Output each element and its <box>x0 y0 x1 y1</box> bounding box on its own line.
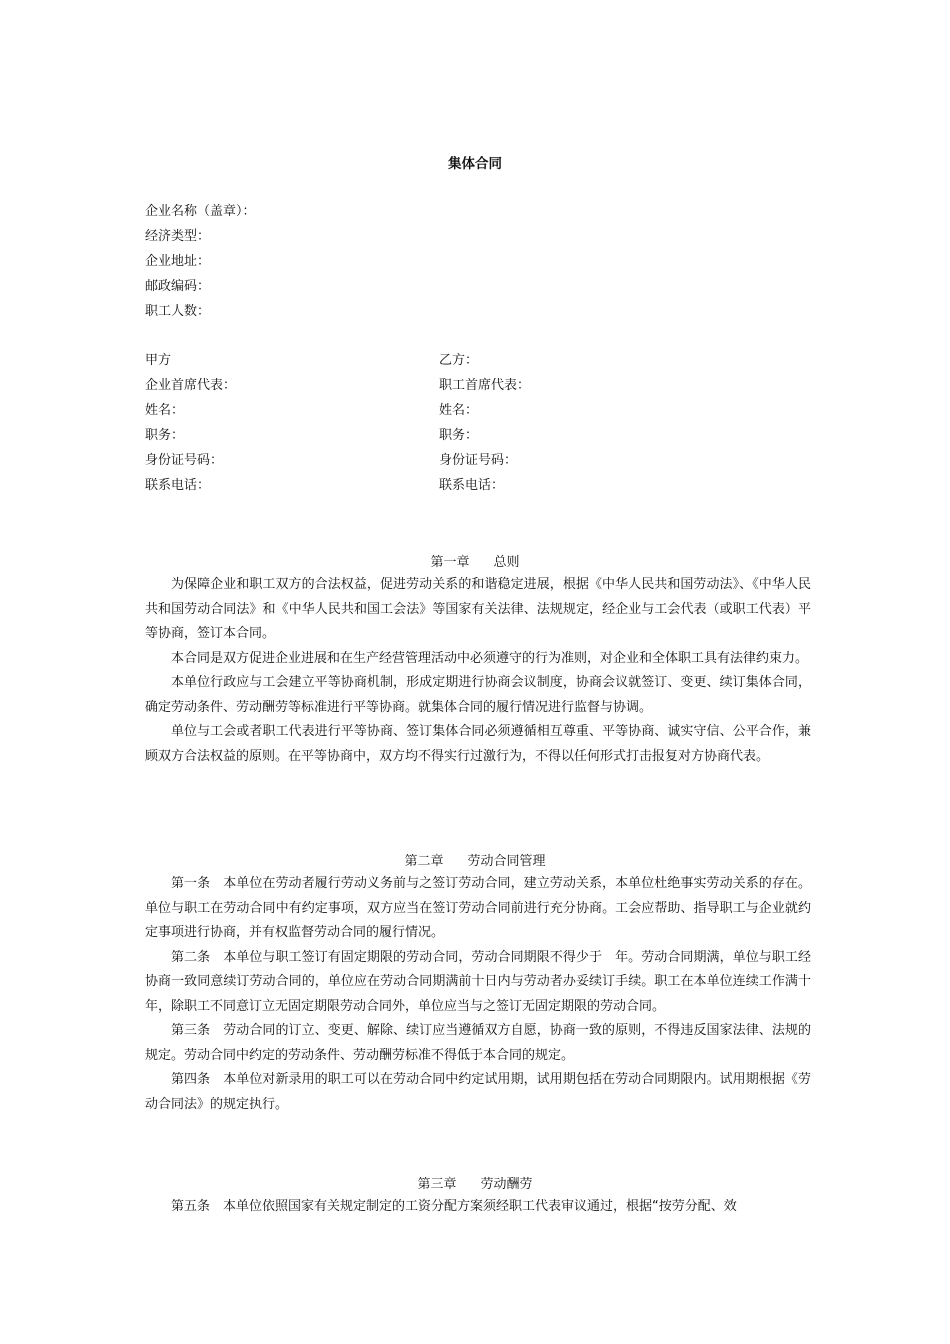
chapter-name: 劳动合同管理 <box>467 854 546 869</box>
party-b-heading: 乙方： <box>439 353 479 368</box>
party-a-phone: 联系电话： <box>145 478 211 493</box>
chapter-number: 第二章 <box>404 854 444 869</box>
chapter-2-body <box>145 872 811 1117</box>
postal-code-field: 邮政编码： <box>145 279 211 294</box>
party-b-id-number: 身份证号码： <box>439 453 518 468</box>
article: 第五条 本单位依照国家有关规定制定的工资分配方案须经职工代表审议通过，根据“按劳分配、效 <box>171 1199 737 1214</box>
chapter-1-heading <box>0 551 950 570</box>
article: 第四条 本单位对新录用的职工可以在劳动合同中约定试用期，试用期包括在劳动合同期限内。试用期根据《劳动合同法》的规定执行。 <box>145 1072 811 1112</box>
article: 第二条 本单位与职工签订有固定期限的劳动合同，劳动合同期限不得少于 年。劳动合同期满，单位与职工经协商一致同意续订劳动合同的，单位应在劳动合同期满前十日内与劳动者办妥续订手续。职工在本单位连续工作满十年，除职工不同意订立无固定期限劳动合同外，单位应当与之签订无固定期限的劳动合同。 <box>145 949 811 1014</box>
party-b-representative: 职工首席代表： <box>439 378 531 393</box>
paragraph: 单位与工会或者职工代表进行平等协商、签订集体合同必须遵循相互尊重、平等协商、诚实守信、公平合作，兼顾双方合法权益的原则。在平等协商中，双方均不得实行过激行为，不得以任何形式打击报复对方协商代表。 <box>145 724 811 764</box>
company-name-field: 企业名称（盖章）： <box>145 204 256 219</box>
party-a-position: 职务： <box>145 428 185 443</box>
economy-type-field: 经济类型： <box>145 229 211 244</box>
chapter-number: 第三章 <box>417 1177 457 1192</box>
party-a-id-number: 身份证号码： <box>145 453 224 468</box>
party-a-block <box>145 352 236 502</box>
party-a-name: 姓名： <box>145 403 185 418</box>
party-b-position: 职务： <box>439 428 479 443</box>
paragraph: 本单位行政应与工会建立平等协商机制，形成定期进行协商会议制度，协商会议就签订、变更、续订集体合同，确定劳动条件、劳动酬劳等标准进行平等协商。就集体合同的履行情况进行监督与协调。 <box>145 675 811 715</box>
paragraph: 为保障企业和职工双方的合法权益，促进劳动关系的和谐稳定进展，根据《中华人民共和国劳动法》、《中华人民共和国劳动合同法》和《中华人民共和国工会法》等国家有关法律、法规规定，经企业与工会代表（或职工代表）平等协商，签订本合同。 <box>145 577 811 641</box>
chapter-3-heading <box>0 1173 950 1192</box>
chapter-1-body <box>145 573 811 769</box>
article: 第一条 本单位在劳动者履行劳动义务前与之签订劳动合同，建立劳动关系，本单位杜绝事实劳动关系的存在。单位与职工在劳动合同中有约定事项，双方应当在签订劳动合同前进行充分协商。工会应帮助、指导职工与企业就约定事项进行协商，并有权监督劳动合同的履行情况。 <box>145 876 811 940</box>
party-b-phone: 联系电话： <box>439 478 505 493</box>
company-info-block <box>145 203 256 328</box>
document-title: 集体合同 <box>448 156 502 172</box>
paragraph: 本合同是双方促进企业进展和在生产经营管理活动中必须遵守的行为准则，对企业和全体职工具有法律约束力。 <box>171 650 809 666</box>
party-b-name: 姓名： <box>439 403 479 418</box>
employee-count-field: 职工人数： <box>145 304 211 319</box>
chapter-number: 第一章 <box>430 555 470 570</box>
chapter-2-heading <box>0 850 950 869</box>
article: 第三条 劳动合同的订立、变更、解除、续订应当遵循双方自愿，协商一致的原则，不得违反国家法律、法规的规定。劳动合同中约定的劳动条件、劳动酬劳标准不得低于本合同的规定。 <box>145 1023 811 1063</box>
chapter-name: 总则 <box>493 555 520 570</box>
chapter-name: 劳动酬劳 <box>480 1177 533 1192</box>
party-a-representative: 企业首席代表： <box>145 378 237 393</box>
chapter-3-body <box>145 1195 811 1220</box>
company-address-field: 企业地址： <box>145 254 211 269</box>
party-a-heading: 甲方 <box>145 353 172 368</box>
party-b-block <box>439 352 530 502</box>
